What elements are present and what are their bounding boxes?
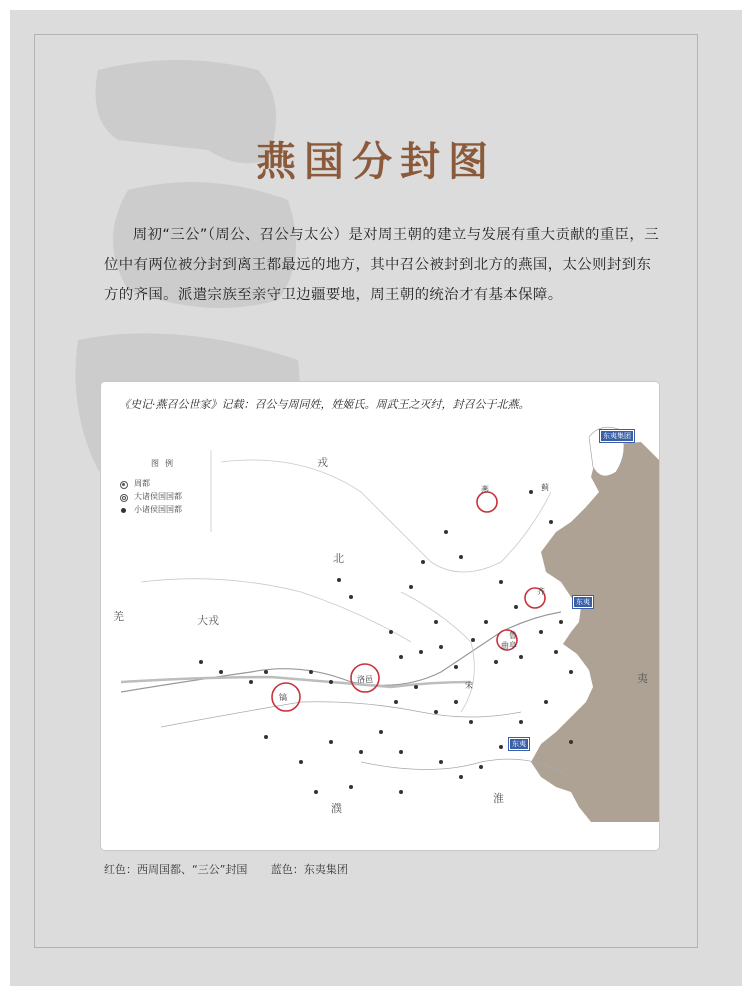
svg-text:濮: 濮 (331, 802, 342, 815)
svg-text:大戎: 大戎 (197, 614, 219, 627)
svg-text:蓟: 蓟 (541, 483, 549, 492)
capital-symbol-icon (118, 479, 130, 489)
yellow-river (121, 612, 561, 692)
region-border (221, 460, 551, 572)
map-caption: 《史记·燕召公世家》记载：召公与周同姓，姓姬氏。周武王之灭纣，封召公于北燕。 (119, 398, 530, 411)
map-legend (118, 458, 212, 516)
map-figure (101, 382, 659, 850)
yan-circle (477, 492, 497, 512)
map-drawing (101, 382, 659, 850)
intro-paragraph: 周初“三公”（周公、召公与太公）是对周王朝的建立与发展有重大贡献的重臣，三位中有两位被分封到离王都最远的地方，其中召公被封到北方的燕国，太公则封到东方的齐国。派遣宗族至亲守卫边疆要地，周王朝的统治才有基本保障。 (104, 227, 659, 303)
svg-text:北: 北 (333, 552, 344, 565)
blue-note: 蓝色：东夷集团 (270, 863, 348, 876)
legend-title: 图例 (151, 459, 179, 468)
svg-text:镐: 镐 (279, 693, 287, 702)
main-river (121, 677, 471, 687)
svg-text:齐: 齐 (537, 587, 545, 596)
river (161, 702, 521, 727)
svg-text:燕: 燕 (481, 485, 489, 494)
dongyi-tag-1: 东夷集团 (600, 430, 634, 442)
dongyi-tag-3: 东夷 (509, 738, 529, 750)
color-note (104, 861, 348, 877)
sea-area (531, 442, 659, 822)
dongyi-tag-2: 东夷 (573, 596, 593, 608)
region-border (401, 592, 474, 712)
svg-text:夷: 夷 (637, 672, 648, 685)
svg-text:鲁: 鲁 (509, 631, 517, 640)
legend-label: 大诸侯国国都 (134, 492, 182, 501)
svg-text:淮: 淮 (493, 792, 504, 805)
legend-label: 周都 (134, 479, 150, 488)
legend-item-minor-state (118, 503, 212, 516)
legend-label: 小诸侯国国都 (134, 505, 182, 514)
svg-text:曲阜: 曲阜 (501, 641, 517, 650)
major-state-symbol-icon (118, 492, 130, 502)
legend-item-capital (118, 477, 212, 490)
svg-text:羌: 羌 (113, 610, 124, 623)
legend-item-major-state (118, 490, 212, 503)
page-title: 燕国分封图 (256, 138, 496, 185)
svg-text:宋: 宋 (465, 681, 473, 690)
red-note: 红色：西周国都、“三公”封国 (104, 863, 248, 876)
svg-text:洛邑: 洛邑 (357, 675, 373, 684)
region-border (141, 579, 411, 642)
svg-text:戎: 戎 (317, 456, 328, 469)
minor-state-symbol-icon (118, 505, 130, 515)
